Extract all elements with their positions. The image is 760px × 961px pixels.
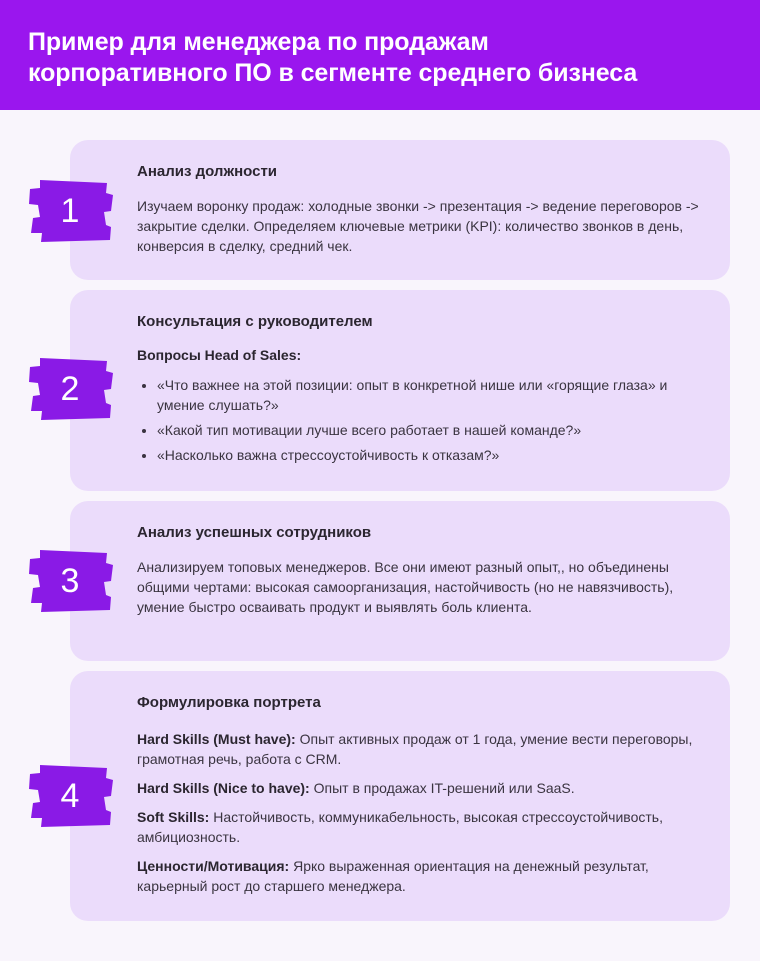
step-number: 2 [60, 369, 80, 408]
item-text: Ярко выраженная ориентация на денежный результат, карьерный рост до старшего менеджера. [137, 858, 649, 894]
item-label: Hard Skills (Must have): [137, 731, 296, 747]
item-label: Ценности/Мотивация: [137, 858, 290, 874]
step-title: Формулировка портрета [137, 694, 321, 711]
step-number: 1 [60, 191, 80, 230]
step-number-badge-1 [27, 178, 113, 244]
item-label: Hard Skills (Nice to have): [137, 780, 310, 796]
portrait-item [137, 856, 700, 896]
title-line-1: Пример для менеджера по продажам [28, 28, 489, 56]
step-text: Анализируем топовых менеджеров. Все они имеют разный опыт,, но объединены общими чертами: высокая самоорганизация, настойчивость (но не навязчивость), умение быстро осваивать продукт и выявлять боль клиента. [137, 559, 674, 615]
item-text: Опыт активных продаж от 1 года, умение вести переговоры, грамотная речь, работа с CRM. [137, 731, 693, 767]
portrait-item [137, 778, 700, 798]
item-label: Soft Skills: [137, 809, 210, 825]
step-number: 4 [60, 776, 80, 815]
page-title [28, 27, 760, 89]
step-number-badge-4 [27, 763, 113, 829]
step-card-4 [70, 671, 730, 921]
step-number: 3 [60, 561, 80, 600]
step-title: Консультация с руководителем [137, 313, 373, 330]
header [0, 0, 760, 110]
question-list [137, 375, 700, 465]
step-title: Анализ успешных сотрудников [137, 524, 372, 541]
portrait-item [137, 807, 700, 847]
step-number-badge-2 [27, 356, 113, 422]
step-card-3 [70, 501, 730, 661]
list-item: «Что важнее на этой позиции: опыт в конкретной нише или «горящие глаза» и умение слушать?» [137, 375, 700, 415]
step-subtitle: Вопросы Head of Sales: [137, 347, 302, 363]
title-line-2: корпоративного ПО в сегменте среднего бизнеса [28, 59, 638, 87]
portrait-item [137, 729, 700, 769]
step-card-2 [70, 290, 730, 491]
list-item: «Какой тип мотивации лучше всего работает в нашей команде?» [137, 420, 700, 440]
step-text: Изучаем воронку продаж: холодные звонки -> презентация -> ведение переговоров -> закрытие сделки. Определяем ключевые метрики (KPI): количество звонков в день, конверсия в сделку, средний чек. [137, 198, 699, 254]
item-text: Опыт в продажах IT-решений или SaaS. [313, 780, 575, 796]
item-text: Настойчивость, коммуникабельность, высокая стрессоустойчивость, амбициозность. [137, 809, 663, 845]
step-card-1 [70, 140, 730, 280]
list-item: «Насколько важна стрессоустойчивость к отказам?» [137, 445, 700, 465]
step-title: Анализ должности [137, 163, 278, 180]
step-number-badge-3 [27, 548, 113, 614]
